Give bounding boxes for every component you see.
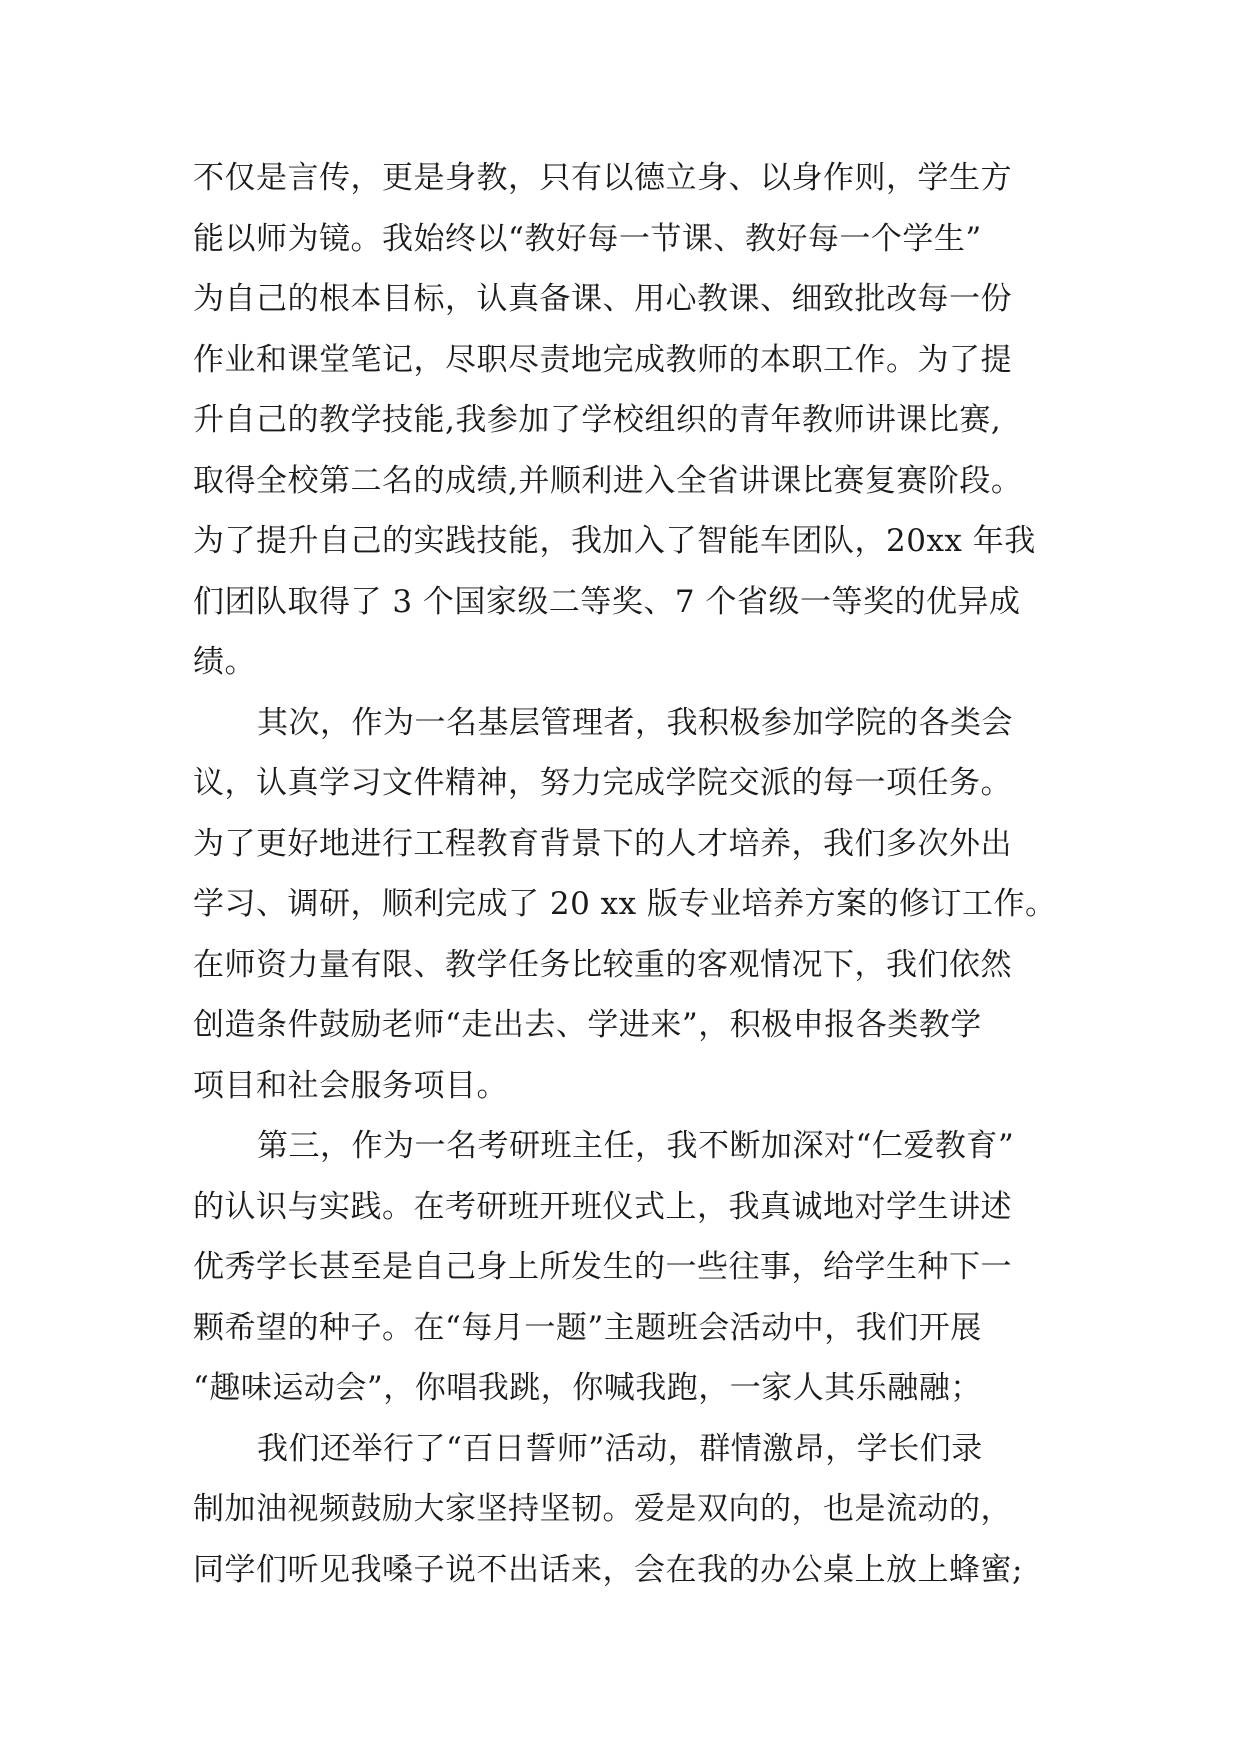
text-line: “趣味运动会”，你唱我跳，你喊我跑，一家人其乐融融； xyxy=(193,1370,982,1406)
text-line: 作业和课堂笔记，尽职尽责地完成教师的本职工作。为了提 xyxy=(193,341,1012,378)
body-text xyxy=(193,148,1063,1600)
text-line: 不仅是言传，更是身教，只有以德立身、以身作则，学生方 xyxy=(193,160,1012,196)
text-line: 议，认真学习文件精神，努力完成学院交派的每一项任务。 xyxy=(193,765,1012,801)
text-line: 创造条件鼓励老师“走出去、学进来”，积极申报各类教学 xyxy=(193,1007,982,1043)
text-line: 制加油视频鼓励大家坚持坚韧。爱是双向的，也是流动的， xyxy=(193,1491,1012,1527)
text-line: 取得全校第二名的成绩,并顺利进入全省讲课比赛复赛阶段。 xyxy=(193,462,1023,499)
paragraph-start-line: 第三，作为一名考研班主任，我不断加深对“仁爱教育” xyxy=(257,1128,1015,1164)
text-line: 学习、调研，顺利完成了 20 xx 版专业培养方案的修订工作。 xyxy=(193,886,1057,922)
text-line: 绩。 xyxy=(193,644,256,680)
text-line: 项目和社会服务项目。 xyxy=(193,1067,508,1104)
text-line: 为了提升自己的实践技能，我加入了智能车团队，20xx 年我 xyxy=(193,523,1036,559)
text-line: 颗希望的种子。在“每月一题”主题班会活动中，我们开展 xyxy=(193,1309,982,1346)
text-line: 升自己的教学技能,我参加了学校组织的青年教师讲课比赛, xyxy=(193,402,1002,438)
text-line: 同学们听见我嗓子说不出话来，会在我的办公桌上放上蜂蜜; xyxy=(193,1551,1023,1588)
text-line: 能以师为镜。我始终以“教好每一节课、教好每一个学生” xyxy=(193,220,982,257)
text-line: 在师资力量有限、教学任务比较重的客观情况下，我们依然 xyxy=(193,946,1012,983)
text-line: 的认识与实践。在考研班开班仪式上，我真诚地对学生讲述 xyxy=(193,1188,1012,1225)
paragraph-start-line: 我们还举行了“百日誓师”活动，群情激昂，学长们录 xyxy=(257,1430,983,1467)
text-line: 为自己的根本目标，认真备课、用心教课、细致批改每一份 xyxy=(193,281,1012,317)
text-line: 优秀学长甚至是自己身上所发生的一些往事，给学生种下一 xyxy=(193,1249,1012,1285)
text-line: 为了更好地进行工程教育背景下的人才培养，我们多次外出 xyxy=(193,825,1012,862)
paragraph-start-line: 其次，作为一名基层管理者，我积极参加学院的各类会 xyxy=(257,704,1013,741)
text-line: 们团队取得了 3 个国家级二等奖、7 个省级一等奖的优异成 xyxy=(193,583,1021,620)
